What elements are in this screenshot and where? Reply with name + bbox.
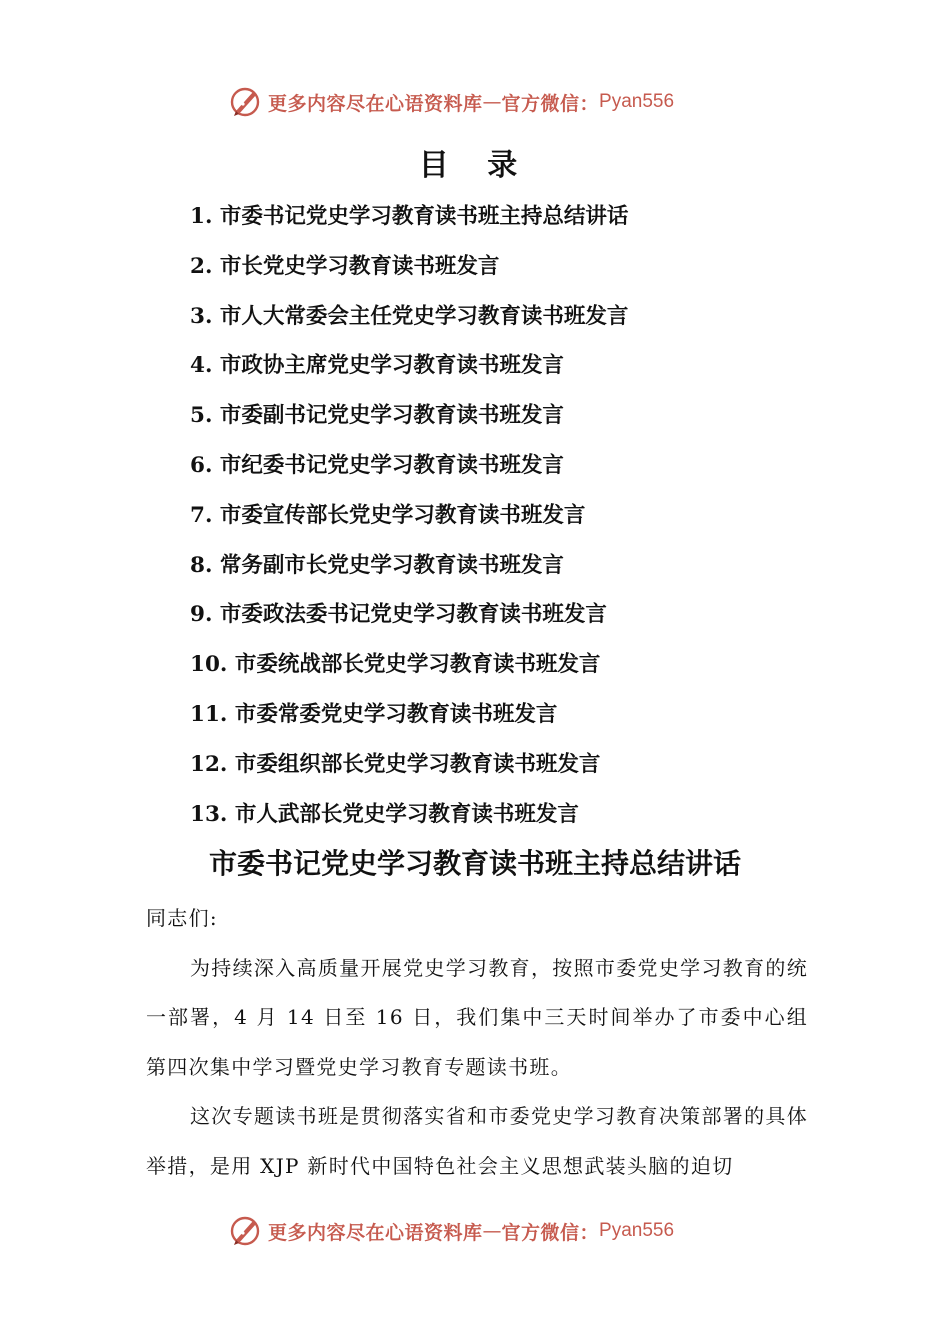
watermark-wechat-id: Pyan556 [599,91,675,112]
watermark-footer [228,1213,674,1249]
toc-item: 13. 市人武部长党史学习教育读书班发言 [190,801,579,827]
pen-logo-icon [228,1214,262,1248]
toc-item: 3. 市人大常委会主任党史学习教育读书班发言 [190,303,629,329]
toc-item: 5. 市委副书记党史学习教育读书班发言 [190,403,564,429]
watermark-main-text: 更多内容尽在心语资料库 [268,92,483,115]
toc-item: 4. 市政协主席党史学习教育读书班发言 [190,353,564,379]
toc-item: 6. 市纪委书记党史学习教育读书班发言 [190,452,564,478]
toc-item: 11. 市委常委党史学习教育读书班发言 [190,701,558,727]
document-body [146,894,808,1192]
pen-logo-icon [228,85,262,119]
watermark-label: 官方微信： [501,92,600,115]
toc-item: 7. 市委宣传部长党史学习教育读书班发言 [190,502,586,528]
watermark-wechat-id: Pyan556 [599,1220,675,1241]
toc-item: 8. 常务副市长党史学习教育读书班发言 [190,552,564,578]
watermark-separator: — [482,91,502,113]
document-title: 市委书记党史学习教育读书班主持总结讲话 [208,847,741,880]
toc-title: 目 录 [418,148,532,183]
toc-item: 10. 市委统战部长党史学习教育读书班发言 [190,652,601,678]
toc-list [190,196,628,843]
salutation: 同志们: [146,906,218,930]
toc-item: 1. 市委书记党史学习教育读书班主持总结讲话 [190,204,629,229]
watermark-header [228,84,674,120]
toc-item: 9. 市委政法委书记党史学习教育读书班发言 [190,602,607,628]
watermark-label: 官方微信： [501,1221,600,1244]
toc-item: 2. 市长党史学习教育读书班发言 [190,253,500,279]
watermark-main-text: 更多内容尽在心语资料库 [268,1221,483,1244]
body-paragraph: 为持续深入高质量开展党史学习教育，按照市委党史学习教育的统一部署，4 月 14 日至 16 日，我们集中三天时间举办了市委中心组第四次集中学习暨党史学习教育专题读书班。 [146,955,808,1079]
watermark-separator: — [482,1220,502,1242]
toc-item: 12. 市委组织部长党史学习教育读书班发言 [190,751,601,777]
body-paragraph: 这次专题读书班是贯彻落实省和市委党史学习教育决策部署的具体举措，是用 XJP 新时代中国特色社会主义思想武装头脑的迫切 [146,1104,808,1178]
